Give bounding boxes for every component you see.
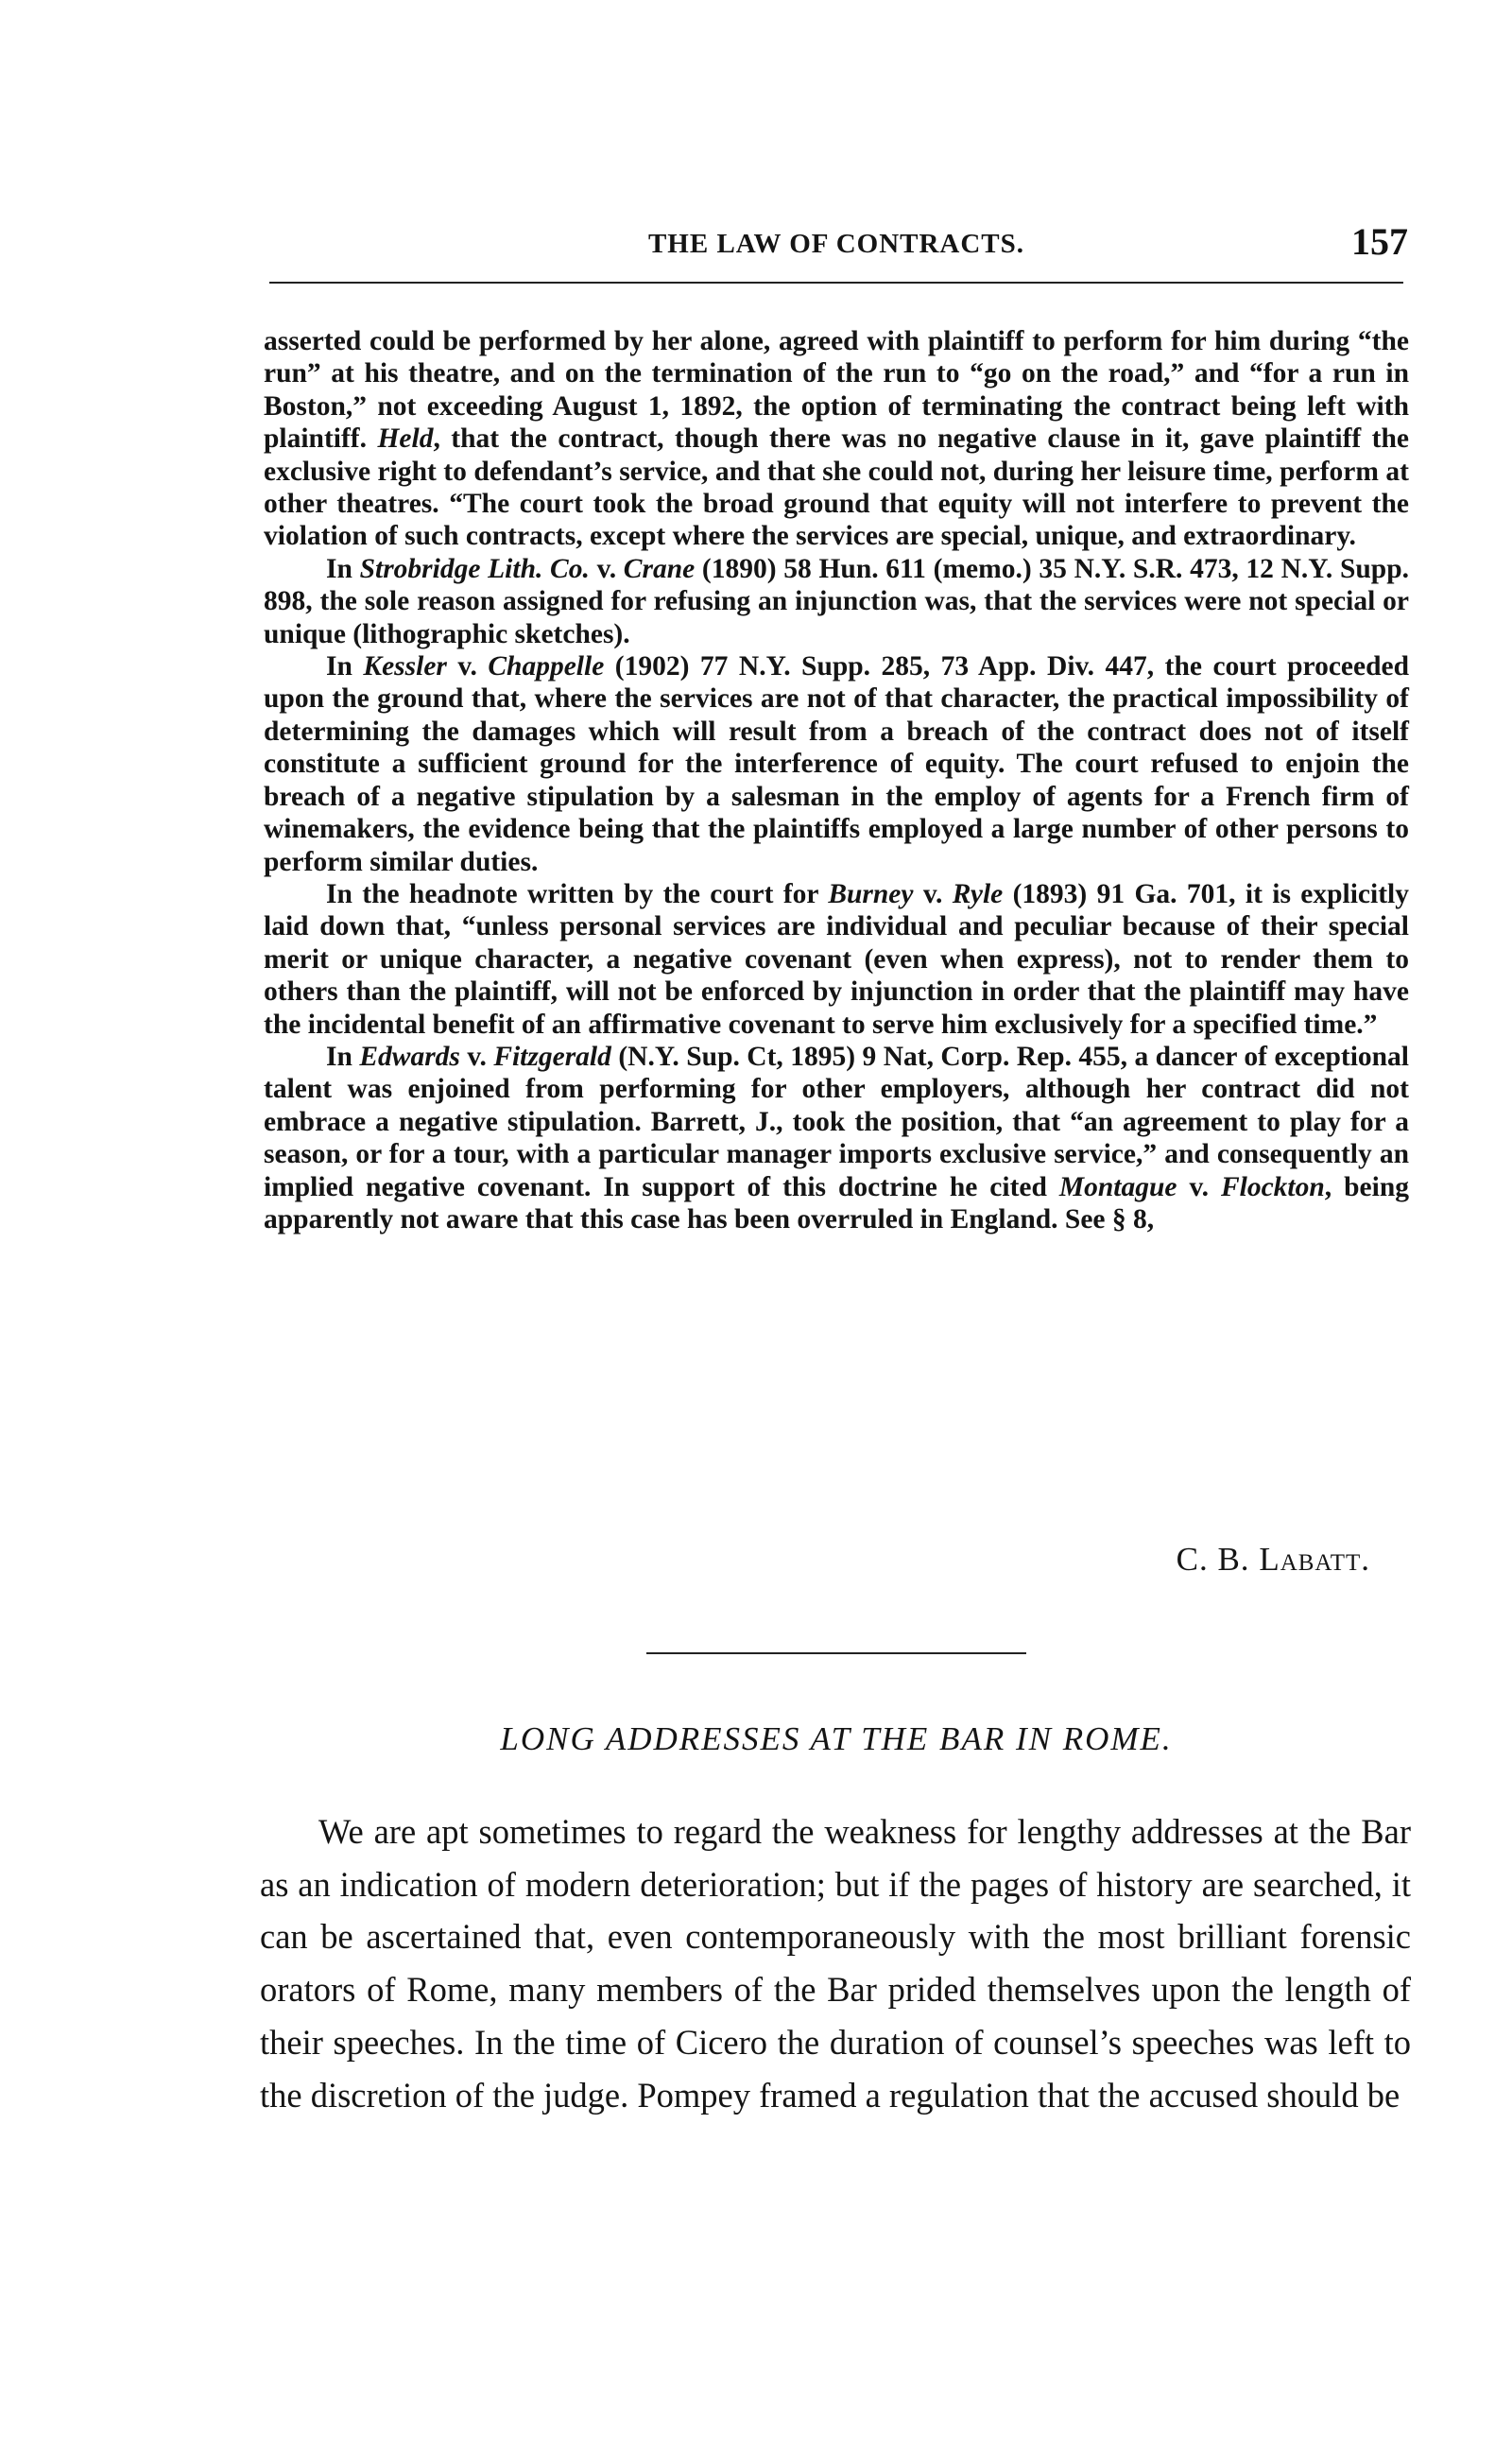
article-title: LONG ADDRESSES AT THE BAR IN ROME. xyxy=(500,1720,1173,1757)
author-surname: Labatt. xyxy=(1259,1541,1370,1578)
note-text: , that the contract, though there was no negative clause in it, gave plaintiff the exclusive right to defendant’s service, and that she could not, during her leisure time, perform at other theatres. “The court took the broad ground that equity will not interfere to prevent the violation of such contracts, except where the services are special, unique, and extraordinary. xyxy=(264,423,1410,552)
case-party-name: Chappelle xyxy=(488,651,605,682)
reference-ante: Flockton xyxy=(1220,1171,1325,1202)
article-paragraph: We are apt sometimes to regard the weakness for lengthy addresses at the Bar as an indication of modern deterioration; but if the pages of history are searched, it can be ascertained that, even contemporaneously with the most brilliant forensic orators of Rome, many members of the Bar prided themselves upon the length of their speeches. In the time of Cicero the duration of counsel’s speeches was left to the discretion of the judge. Pompey framed a regulation that the accused should be xyxy=(260,1812,1411,2115)
note-paragraph-3 xyxy=(264,650,1409,878)
note-text: v. xyxy=(913,878,953,909)
note-paragraph-2 xyxy=(264,553,1409,650)
case-party-name: Montague xyxy=(1058,1171,1177,1202)
note-text: v. xyxy=(589,553,624,584)
note-text: v. xyxy=(459,1041,494,1072)
note-text: , being apparently not aware that this case has been overruled in England. See § 8, xyxy=(264,1171,1410,1235)
note-paragraph-4 xyxy=(264,878,1409,1041)
note-text: In xyxy=(326,553,360,584)
note-text: In the headnote written by the court for xyxy=(326,878,829,909)
author-signature xyxy=(1177,1541,1370,1579)
note-text: (1902) 77 N.Y. Supp. 285, 73 App. Div. 447, the court proceeded upon the ground that, where the services are not of that character, the practical impossibility of determining the damages which will result from a breach of the contract does not of itself constitute a sufficient ground for the interference of equity. The court refused to enjoin the breach of a negative stipulation by a salesman in the employ of agents for a French firm of winemakers, the evidence being that the plaintiffs employed a large number of other persons to perform similar duties. xyxy=(264,651,1410,877)
note-italic-held: Held xyxy=(377,423,434,455)
case-party-name: Kessler xyxy=(363,651,447,682)
note-text: asserted could be performed by her alone, agreed with plaintiff to perform for him during “the run” at his theatre, and on the termination of the run to “go on the road,” and “for a run in Boston,” not exceeding August 1, 1892, the option of terminating the contract being left with plaintiff. xyxy=(264,326,1409,455)
page-number: 157 xyxy=(1351,220,1408,263)
note-text: v. xyxy=(1177,1171,1221,1202)
section-divider xyxy=(646,1652,1026,1654)
note-text: (N.Y. Sup. Ct, 1895) 9 Nat, Corp. Rep. 455, a dancer of exceptional talent was enjoined from performing for other employers, although her contract did not embrace a negative stipulation. Barrett, J., took the position, that “an agreement to play for a season, or for a tour, with a particular manager imports exclusive service,” and consequently an implied negative covenant. In support of this doctrine he cited xyxy=(264,1041,1410,1202)
note-text: In xyxy=(326,1041,360,1072)
author-initials: C. B. xyxy=(1176,1541,1260,1578)
case-party-name: Ryle xyxy=(952,878,1004,909)
case-note xyxy=(264,325,1409,1235)
note-text: v. xyxy=(446,651,489,682)
running-title: THE LAW OF CONTRACTS. xyxy=(647,229,1025,259)
header-rule xyxy=(269,282,1403,284)
case-party-name: Burney xyxy=(828,878,914,909)
note-paragraph-1 xyxy=(264,325,1409,553)
note-text: (1890) 58 Hun. 611 (memo.) 35 N.Y. S.R. 473, 12 N.Y. Supp. 898, the sole reason assigned for refusing an injunction was, that the services were not special or unique (lithographic sketches). xyxy=(264,553,1409,649)
running-head xyxy=(265,219,1408,267)
case-party-name: Strobridge Lith. Co. xyxy=(359,553,590,584)
case-party-name: Edwards xyxy=(359,1041,460,1072)
note-text: In xyxy=(326,651,364,682)
case-party-name: Crane xyxy=(623,553,696,584)
case-party-name: Fitzgerald xyxy=(493,1041,611,1072)
note-paragraph-5 xyxy=(264,1041,1409,1235)
article-body xyxy=(260,1805,1411,2121)
note-text: (1893) 91 Ga. 701, it is explicitly laid down that, “unless personal services are individual and peculiar because of their special merit or unique character, a negative covenant (even when express), not to render them to others than the plaintiff, will not be enforced by injunction in order that the plaintiff may have the incidental benefit of an affirmative covenant to serve him exclusively for a specified time.” xyxy=(264,878,1409,1040)
